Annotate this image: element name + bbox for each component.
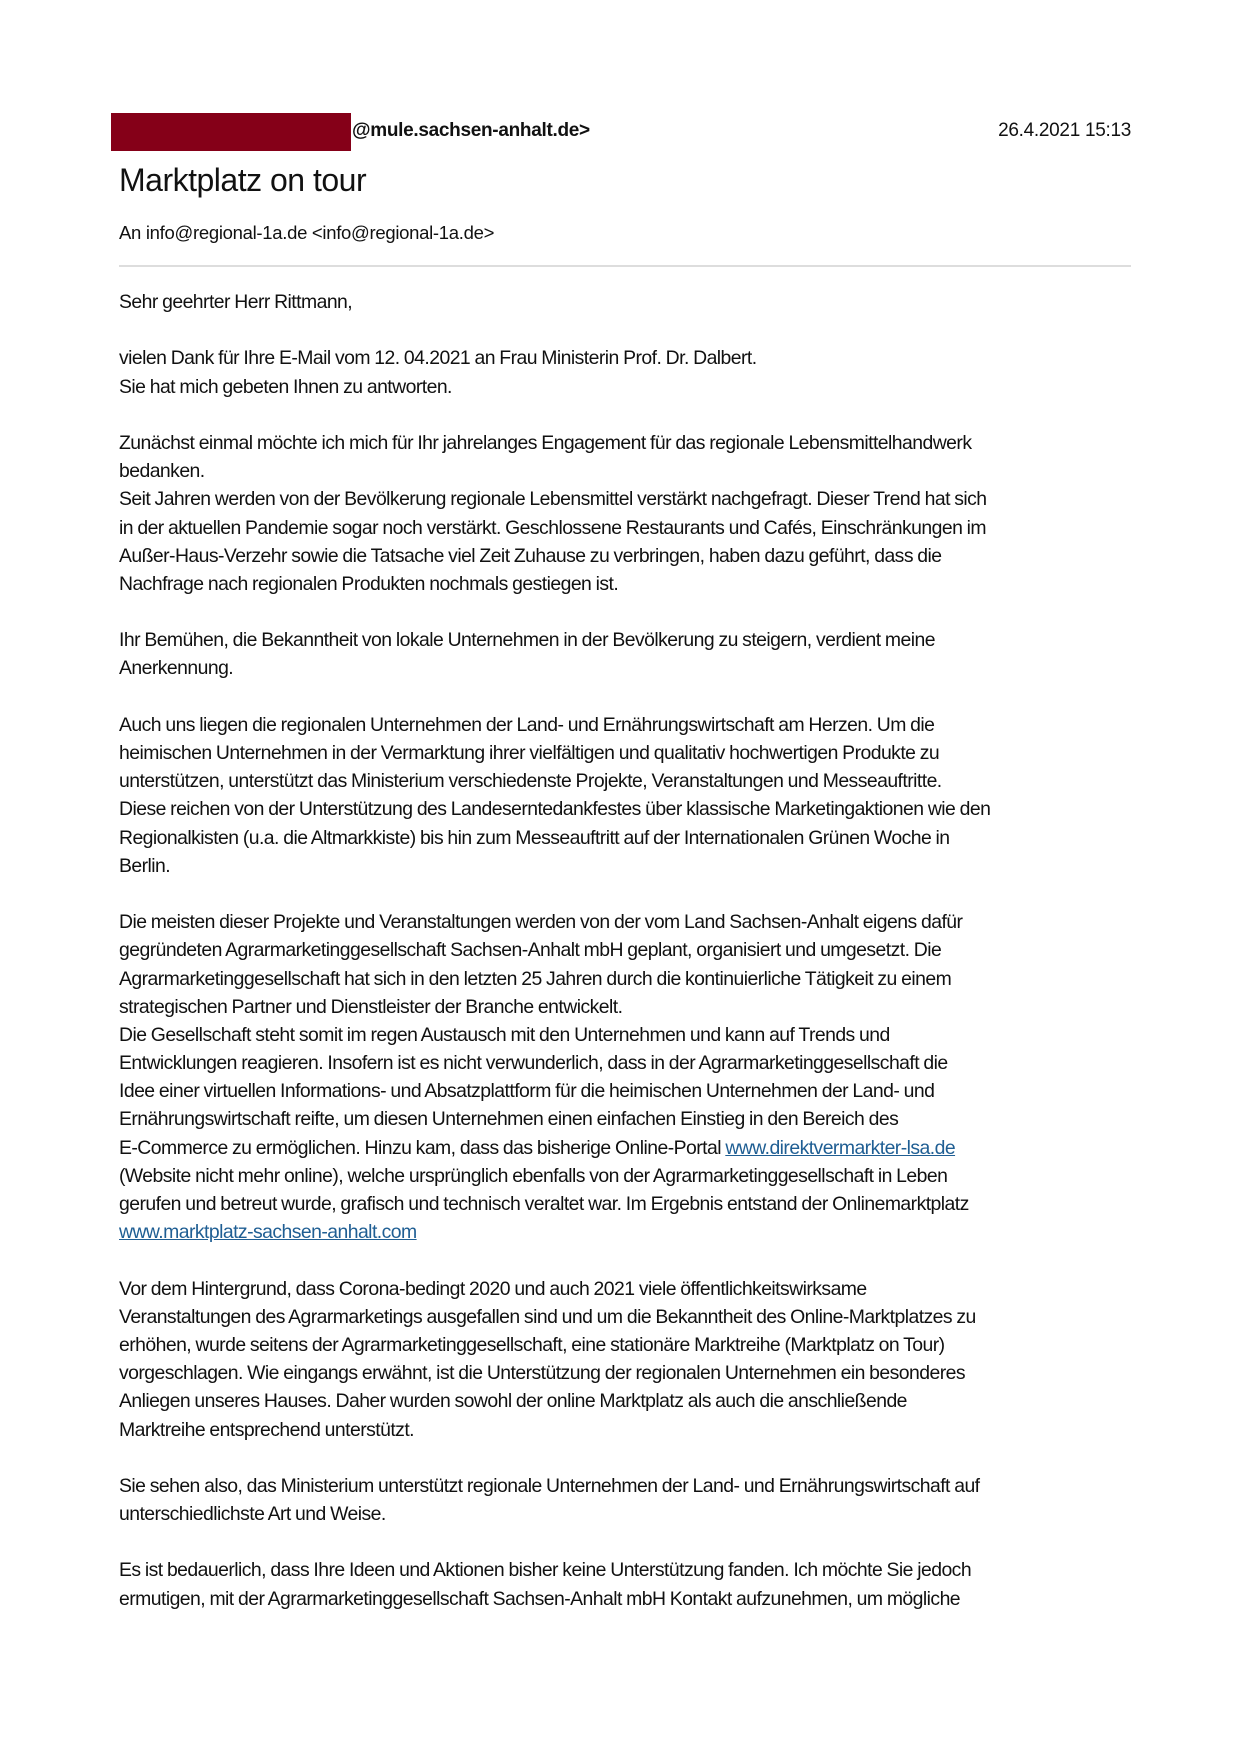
email-header [111,112,1131,152]
email-subject: Marktplatz on tour [119,162,367,198]
paragraph-gap [119,598,1139,626]
text-line: gegründeten Agrarmarketinggesellschaft Sachsen-Anhalt mbH geplant, organisiert und umgesetzt. Die [119,939,942,962]
text-line: Sie hat mich gebeten Ihnen zu antworten. [119,375,452,398]
sender-address: @mule.sachsen-anhalt.de> [352,120,590,141]
text-line: Idee einer virtuellen Informations- und Absatzplattform für die heimischen Unternehmen der Land- und [119,1080,935,1103]
paragraph-gap [119,1528,1139,1556]
text-line: Vor dem Hintergrund, dass Corona-bedingt 2020 und auch 2021 viele öffentlichkeitswirksame [119,1277,867,1300]
text-line: Ihr Bemühen, die Bekanntheit von lokale Unternehmen in der Bevölkerung zu steigern, verdient meine [119,629,935,652]
text-line: Außer-Haus-Verzehr sowie die Tatsache viel Zeit Zuhause zu verbringen, haben dazu geführt, dass die [119,544,942,567]
text-line: unterschiedlichste Art und Weise. [119,1503,386,1526]
text-line: heimischen Unternehmen in der Vermarktung ihrer vielfältigen und qualitativ hochwertigen Produkte zu [119,742,940,764]
paragraph-gap [119,880,1139,908]
text-line: erhöhen, wurde seitens der Agrarmarketinggesellschaft, eine stationäre Marktreihe (Marktplatz on Tour) [119,1333,945,1356]
paragraph-gap [119,1246,1139,1274]
paragraph-marktplatz-on-tour [119,1275,1139,1444]
salutation: Sehr geehrter Herr Rittmann, [119,291,353,313]
text-line: Auch uns liegen die regionalen Unternehmen der Land- und Ernährungswirtschaft am Herzen. Um die [119,713,935,736]
text-line: Anliegen unseres Hauses. Daher wurden sowohl der online Marktplatz als auch die anschließende [119,1390,907,1413]
text-line: vorgeschlagen. Wie eingangs erwähnt, ist die Unterstützung der regionalen Unternehmen ein besonderes [119,1362,966,1385]
text-line: Sie sehen also, das Ministerium unterstützt regionale Unternehmen der Land- und Ernährungswirtschaft auf [119,1474,980,1497]
paragraph-agrarmarketing [119,908,1139,1246]
paragraph-gap [119,1444,1139,1472]
paragraph-engagement [119,429,1139,598]
email-date: 26.4.2021 15:13 [998,120,1131,141]
text-line: unterstützen, unterstützt das Ministerium verschiedenste Projekte, Veranstaltungen und Messeauftritte. [119,770,942,793]
text-line: Es ist bedauerlich, dass Ihre Ideen und Aktionen bisher keine Unterstützung fanden. Ich möchte Sie jedoch [119,1559,972,1582]
text-line: Entwicklungen reagieren. Insofern ist es nicht verwunderlich, dass in der Agrarmarketinggesellschaft die [119,1052,948,1075]
paragraph-ministry-support [119,711,1139,880]
paragraph-thanks [119,344,1139,400]
text-line: Zunächst einmal möchte ich mich für Ihr jahrelanges Engagement für das regionale Lebensmittelhandwerk [119,431,972,454]
paragraph-gap [119,683,1139,711]
link-direktvermarkter[interactable]: www.direktvermarkter-lsa.de [725,1136,956,1159]
paragraph-summary [119,1472,1139,1528]
text-line: Regionalkisten (u.a. die Altmarkkiste) bis hin zum Messeauftritt auf der Internationalen Grünen Woche in [119,826,950,849]
text-line: Marktreihe entsprechend unterstützt. [119,1418,414,1441]
sender-name-redaction [111,113,351,151]
text-line: Seit Jahren werden von der Bevölkerung regionale Lebensmittel verstärkt nachgefragt. Dieser Trend hat sich [119,488,987,511]
email-body [119,288,1139,1613]
link-marktplatz[interactable]: www.marktplatz-sachsen-anhalt.com [119,1221,417,1244]
text-line: Diese reichen von der Unterstützung des Landeserntedankfestes über klassische Marketingaktionen wie den [119,798,991,821]
text-line: strategischen Partner und Dienstleister der Branche entwickelt. [119,995,623,1018]
text-line: Die Gesellschaft steht somit im regen Austausch mit den Unternehmen und kann auf Trends und [119,1023,890,1046]
text-line: Die meisten dieser Projekte und Veranstaltungen werden von der vom Land Sachsen-Anhalt eigens dafür [119,911,963,934]
text-line-with-link [119,1134,1139,1162]
paragraph-recognition [119,626,1139,682]
text-line: Nachfrage nach regionalen Produkten nochmals gestiegen ist. [119,572,619,595]
text-line: vielen Dank für Ihre E-Mail vom 12. 04.2021 an Frau Ministerin Prof. Dr. Dalbert. [119,347,757,370]
text-line: (Website nicht mehr online), welche ursprünglich ebenfalls von der Agrarmarketinggesellschaft in Leben [119,1164,948,1187]
text-line: ermutigen, mit der Agrarmarketinggesellschaft Sachsen-Anhalt mbH Kontakt aufzunehmen, um mögliche [119,1587,961,1610]
header-divider [119,265,1131,267]
text-line: Agrarmarketinggesellschaft hat sich in den letzten 25 Jahren durch die kontinuierliche Tätigkeit zu einem [119,967,952,990]
text-line: Anerkennung. [119,657,234,680]
paragraph-gap [119,401,1139,429]
text-line: bedanken. [119,460,205,483]
text-line: in der aktuellen Pandemie sogar noch verstärkt. Geschlossene Restaurants und Cafés, Einschränkungen im [119,516,987,539]
text-line: gerufen und betreut wurde, grafisch und technisch veraltet war. Im Ergebnis entstand der Onlinemarktplatz [119,1193,969,1215]
text-line: Veranstaltungen des Agrarmarketings ausgefallen sind und um die Bekanntheit des Online-Marktplatzes zu [119,1305,976,1328]
paragraph-encouragement [119,1556,1139,1612]
text-line: Berlin. [119,854,171,877]
text-line-with-link [119,1218,1139,1246]
text-fragment: E-Commerce zu ermöglichen. Hinzu kam, dass das bisherige Online-Portal [119,1136,726,1159]
text-line: Ernährungswirtschaft reifte, um diesen Unternehmen einen einfachen Einstieg in den Bereich des [119,1108,899,1131]
paragraph-gap [119,316,1139,344]
email-recipient: An info@regional-1a.de <info@regional-1a.de> [119,222,495,243]
